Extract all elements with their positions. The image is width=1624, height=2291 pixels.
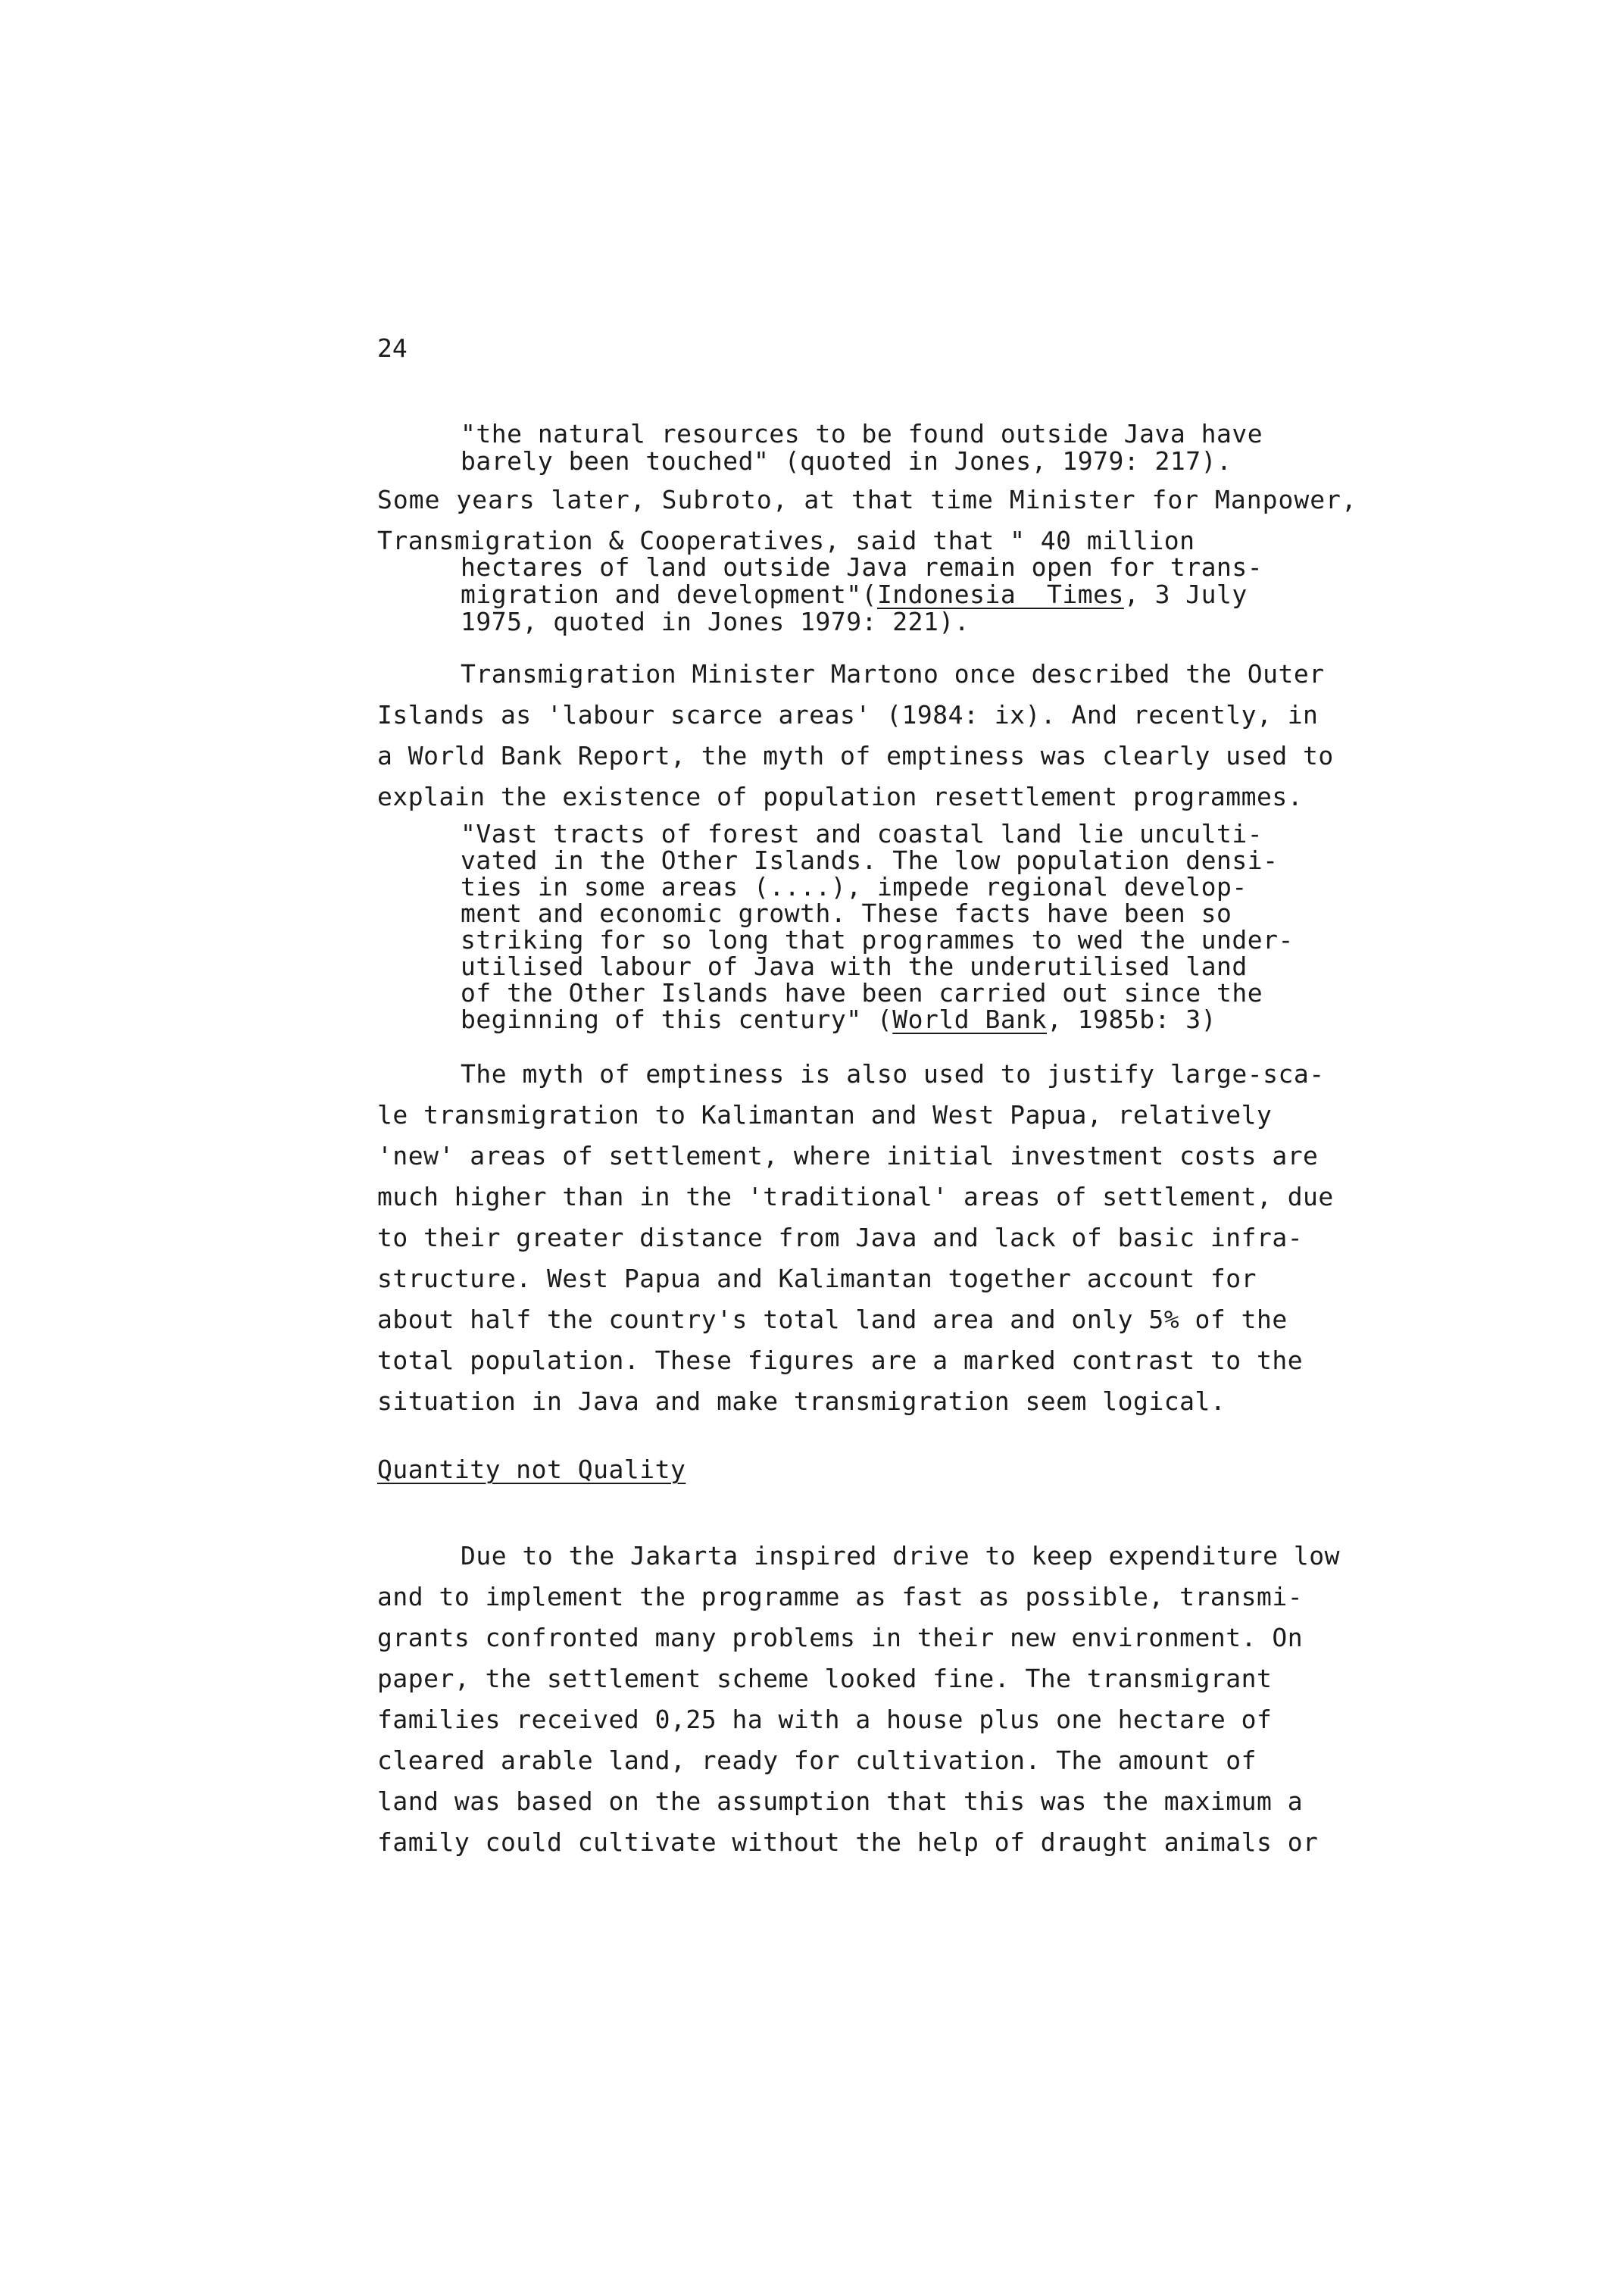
page-number: 24 — [377, 333, 408, 363]
quote-line — [461, 1005, 1216, 1034]
body-line: explain the existence of population resettlement programmes. — [377, 782, 1304, 811]
body-line: Some years later, Subroto, at that time Minister for Manpower, — [377, 485, 1357, 514]
body-line: Islands as 'labour scarce areas' (1984: ix). And recently, in — [377, 700, 1319, 730]
body-line: Due to the Jakarta inspired drive to keep expenditure low — [461, 1541, 1340, 1571]
quote-line: of the Other Islands have been carried out since the — [461, 978, 1263, 1008]
quote-text: beginning of this century" ( — [461, 1005, 893, 1034]
citation-source: World Bank — [892, 1005, 1047, 1034]
body-line: families received 0,25 ha with a house plus one hectare of — [377, 1705, 1273, 1734]
body-line: to their greater distance from Java and lack of basic infra- — [377, 1223, 1304, 1252]
body-line: Transmigration & Cooperatives, said that " 40 million — [377, 526, 1195, 555]
quote-line — [461, 580, 1248, 609]
body-line: much higher than in the 'traditional' areas of settlement, due — [377, 1182, 1334, 1211]
section-heading: Quantity not Quality — [377, 1455, 686, 1484]
quote-line: "the natural resources to be found outside Java have — [461, 419, 1263, 449]
quote-text: , 1985b: 3) — [1046, 1005, 1217, 1034]
quote-line: striking for so long that programmes to wed the under- — [461, 925, 1294, 955]
quote-line: 1975, quoted in Jones 1979: 221). — [461, 607, 970, 636]
quote-line: utilised labour of Java with the underutilised land — [461, 952, 1248, 981]
body-line: land was based on the assumption that this was the maximum a — [377, 1786, 1304, 1816]
body-line: situation in Java and make transmigration seem logical. — [377, 1386, 1226, 1416]
body-line: a World Bank Report, the myth of emptiness was clearly used to — [377, 741, 1334, 770]
citation-title: Indonesia Times — [876, 580, 1124, 609]
body-line: grants confronted many problems in their new environment. On — [377, 1623, 1304, 1652]
quote-line: hectares of land outside Java remain open for trans- — [461, 552, 1263, 582]
body-line: and to implement the programme as fast as possible, transmi- — [377, 1582, 1304, 1611]
quote-text: , 3 July — [1123, 580, 1248, 609]
body-line: paper, the settlement scheme looked fine. The transmigrant — [377, 1664, 1273, 1693]
body-line: cleared arable land, ready for cultivation. The amount of — [377, 1746, 1257, 1775]
quote-line: "Vast tracts of forest and coastal land lie unculti- — [461, 819, 1263, 849]
body-line: Transmigration Minister Martono once described the Outer — [461, 659, 1325, 689]
body-line: 'new' areas of settlement, where initial investment costs are — [377, 1141, 1319, 1171]
quote-line: vated in the Other Islands. The low population densi- — [461, 845, 1279, 875]
body-line: structure. West Papua and Kalimantan together account for — [377, 1264, 1257, 1293]
quote-line: ment and economic growth. These facts have been so — [461, 899, 1232, 928]
body-line: total population. These figures are a marked contrast to the — [377, 1346, 1304, 1375]
body-line: family could cultivate without the help of draught animals or — [377, 1827, 1319, 1857]
body-line: le transmigration to Kalimantan and West Papua, relatively — [377, 1100, 1273, 1130]
quote-text: migration and development"( — [461, 580, 877, 609]
quote-line: barely been touched" (quoted in Jones, 1979: 217). — [461, 446, 1232, 476]
quote-line: ties in some areas (....), impede regional develop- — [461, 872, 1248, 902]
body-line: The myth of emptiness is also used to justify large-sca- — [461, 1059, 1325, 1089]
body-line: about half the country's total land area and only 5% of the — [377, 1305, 1288, 1334]
